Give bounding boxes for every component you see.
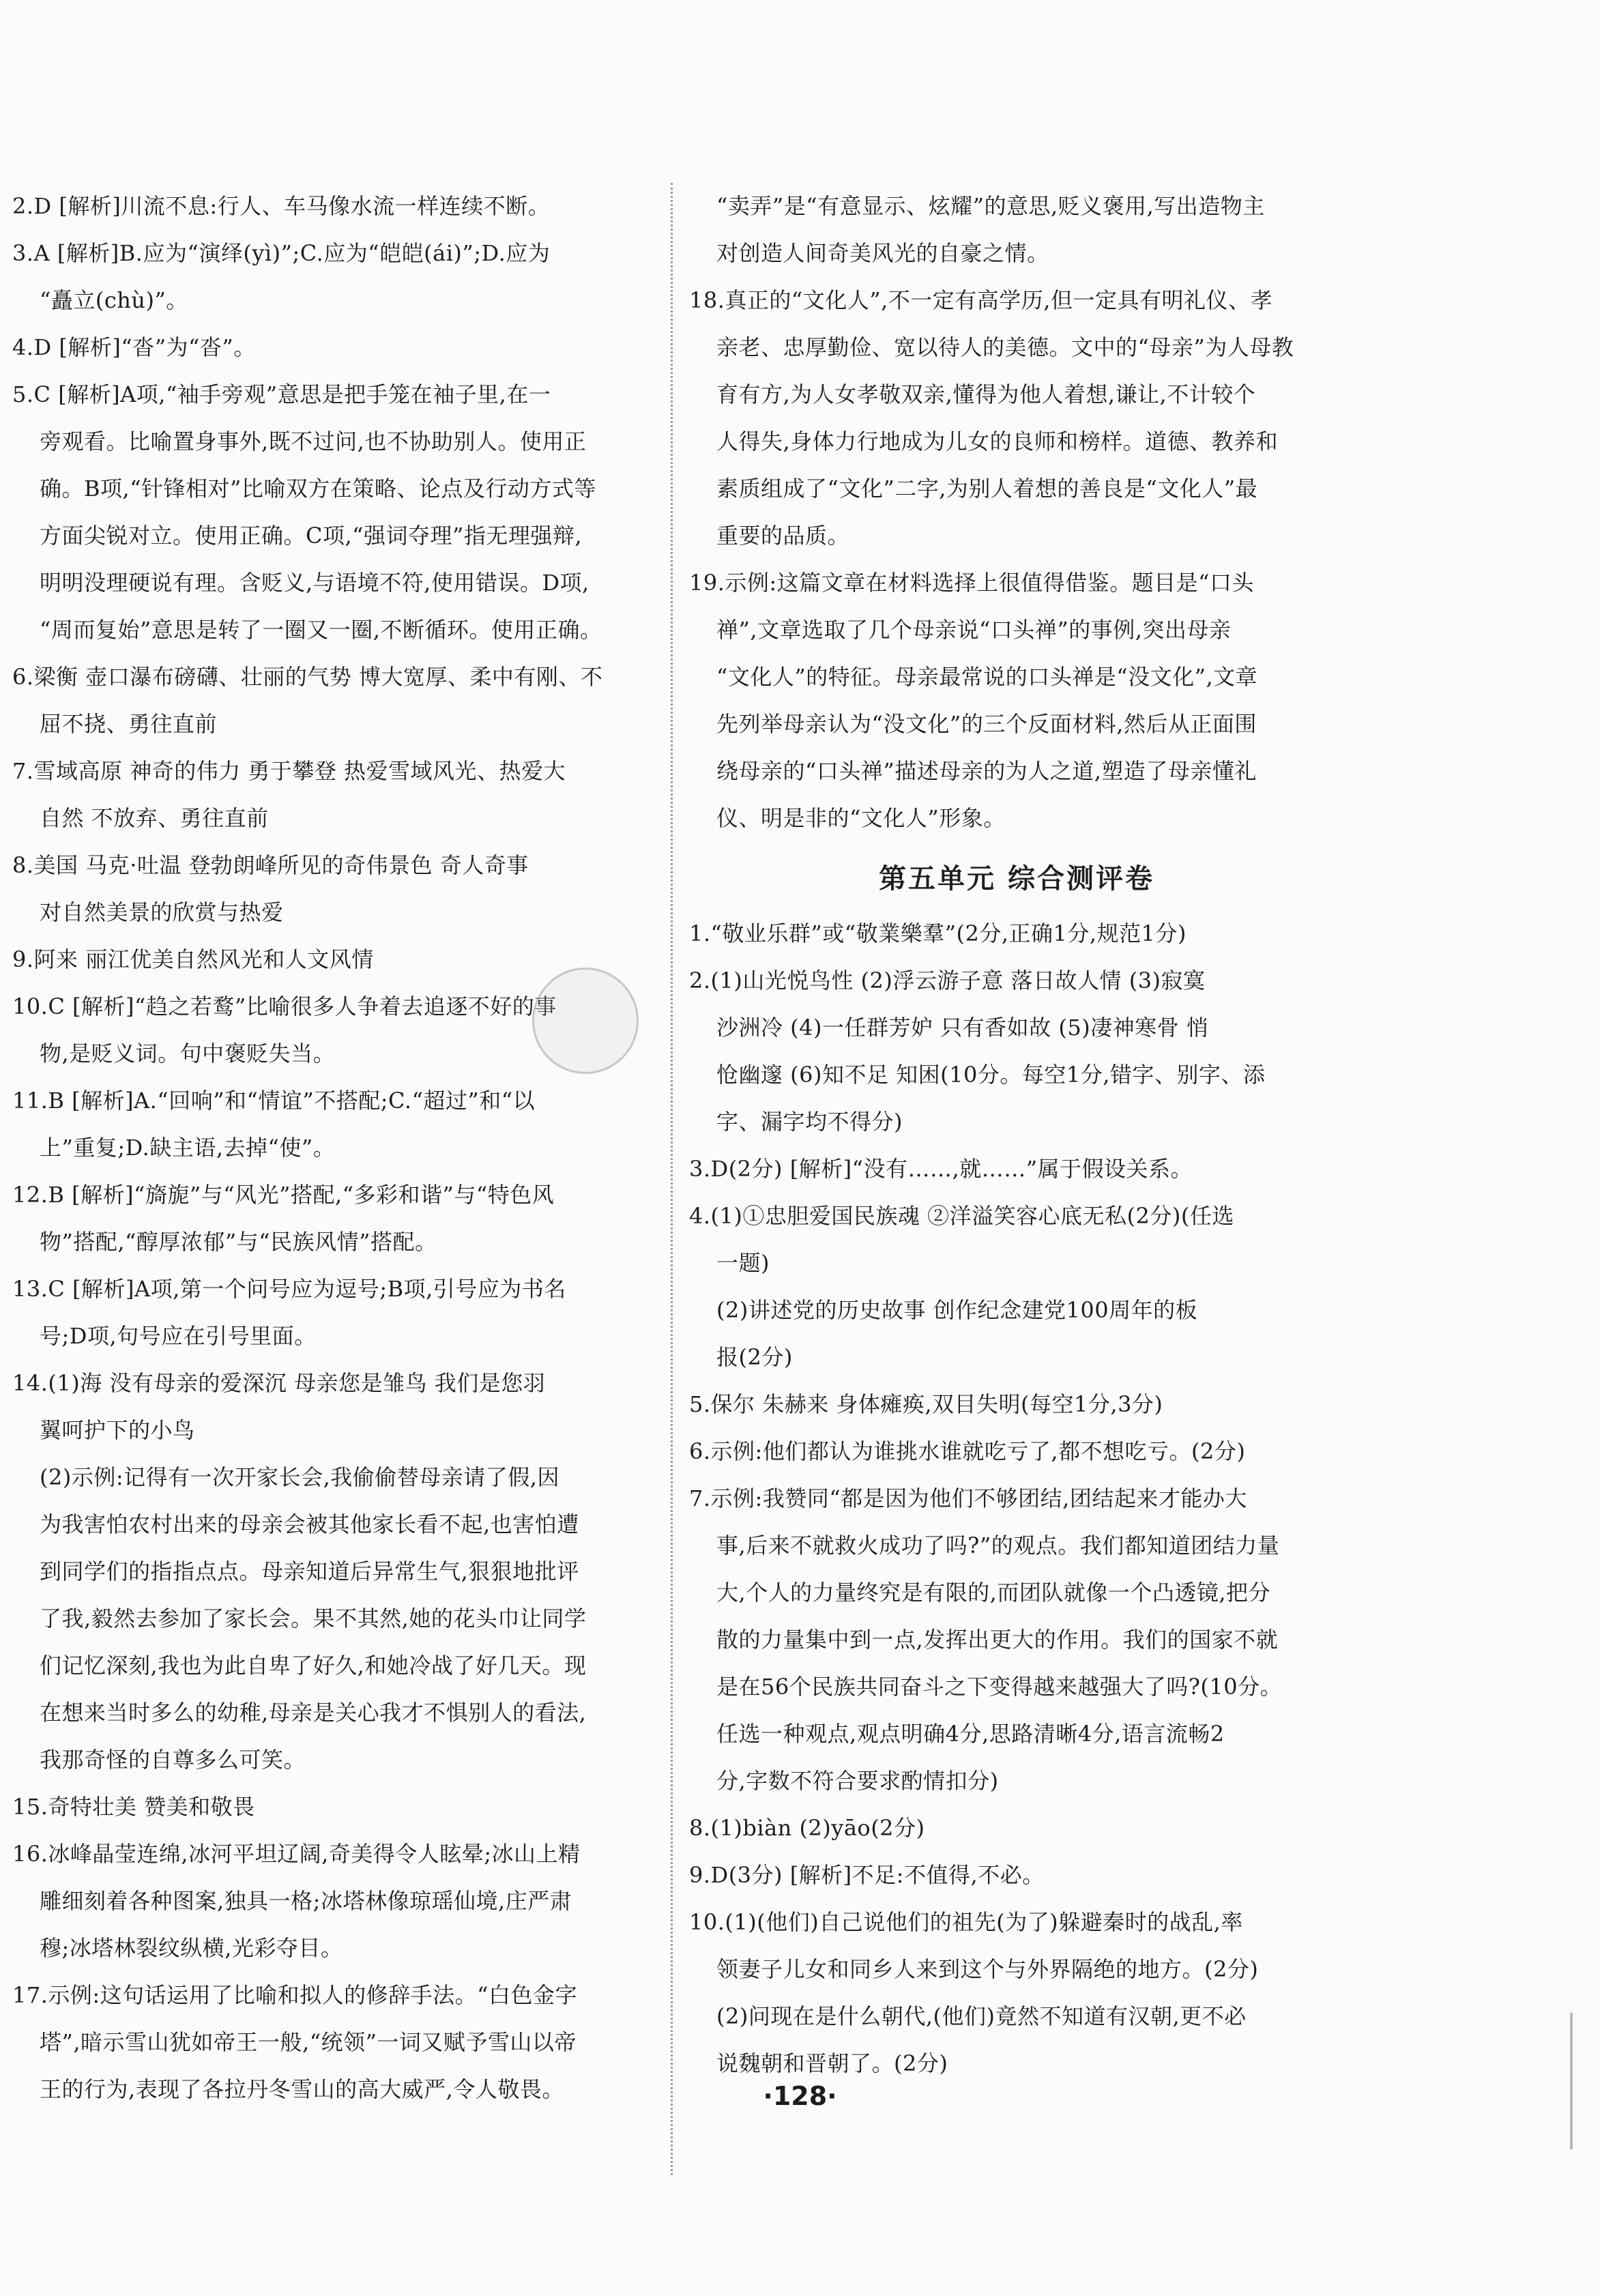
text-line: 人得失,身体力行地成为儿女的良师和榜样。道德、教养和 <box>716 428 1279 454</box>
section-title: 第五单元 综合测评卷 <box>879 863 1154 895</box>
text-line: 号;D项,句号应在引号里面。 <box>40 1323 317 1349</box>
text-line: 素质组成了“文化”二字,为别人着想的善良是“文化人”最 <box>716 476 1258 502</box>
text-line: 8.(1)biàn (2)yāo(2分) <box>689 1815 925 1841</box>
text-line: 亲老、忠厚勤俭、宽以待人的美德。文中的“母亲”为人母教 <box>716 334 1294 360</box>
page-number: ·128· <box>763 2081 837 2111</box>
text-line: 4.D [解析]“沓”为“沓”。 <box>12 334 256 360</box>
text-line: 确。B项,“针锋相对”比喻双方在策略、论点及行动方式等 <box>40 476 596 502</box>
text-line: 育有方,为人女孝敬双亲,懂得为他人着想,谦让,不计较个 <box>716 381 1256 407</box>
text-line: 雕细刻着各种图案,独具一格;冰塔林像琼瑶仙境,庄严肃 <box>40 1888 572 1914</box>
text-line: 对创造人间奇美风光的自豪之情。 <box>716 240 1049 266</box>
text-line: 13.C [解析]A项,第一个问号应为逗号;B项,引号应为书名 <box>12 1276 566 1302</box>
text-line: 方面尖锐对立。使用正确。C项,“强词夺理”指无理强辩, <box>40 523 583 549</box>
text-line: 16.冰峰晶莹连绵,冰河平坦辽阔,奇美得令人眩晕;冰山上精 <box>12 1841 581 1867</box>
text-line: 1.“敬业乐群”或“敬業樂羣”(2分,正确1分,规范1分) <box>689 920 1187 946</box>
text-line: “矗立(chù)”。 <box>40 287 188 313</box>
text-line: 大,个人的力量终究是有限的,而团队就像一个凸透镜,把分 <box>716 1580 1271 1605</box>
text-line: 字、漏字均不得分) <box>716 1109 903 1135</box>
text-line: 们记忆深刻,我也为此自卑了好久,和她冷战了好几天。现 <box>40 1653 587 1679</box>
text-line: 是在56个民族共同奋斗之下变得越来越强大了吗?(10分。 <box>716 1674 1283 1700</box>
text-line: 分,字数不符合要求酌情扣分) <box>716 1768 999 1794</box>
right-column <box>689 183 1344 2087</box>
text-line: 重要的品质。 <box>716 523 850 549</box>
text-line: 4.(1)①忠胆爱国民族魂 ②洋溢笑容心底无私(2分)(任选 <box>689 1203 1234 1229</box>
text-line: 6.梁衡 壶口瀑布磅礴、壮丽的气势 博大宽厚、柔中有刚、不 <box>12 664 603 690</box>
column-divider <box>671 183 673 2175</box>
text-line: 穆;冰塔林裂纹纵横,光彩夺目。 <box>40 1935 343 1961</box>
text-line: 18.真正的“文化人”,不一定有高学历,但一定具有明礼仪、孝 <box>689 287 1272 313</box>
text-line: 6.示例:他们都认为谁挑水谁就吃亏了,都不想吃亏。(2分) <box>689 1438 1246 1464</box>
watermark-stamp-icon <box>532 968 639 1074</box>
text-line: 17.示例:这句话运用了比喻和拟人的修辞手法。“白色金字 <box>12 1982 578 2008</box>
text-line: 5.C [解析]A项,“袖手旁观”意思是把手笼在袖子里,在一 <box>12 381 551 407</box>
text-line: 3.A [解析]B.应为“演绎(yì)”;C.应为“皑皑(ái)”;D.应为 <box>12 240 551 266</box>
text-line: 15.奇特壮美 赞美和敬畏 <box>12 1794 255 1820</box>
right-column-continued-answers <box>689 183 1344 842</box>
text-line: 10.C [解析]“趋之若鹜”比喻很多人争着去追逐不好的事 <box>12 993 557 1019</box>
text-line: 2.D [解析]川流不息:行人、车马像水流一样连续不断。 <box>12 193 551 219</box>
text-line: 任选一种观点,观点明确4分,思路清晰4分,语言流畅2 <box>716 1721 1225 1747</box>
text-line: 王的行为,表现了各拉丹冬雪山的高大威严,令人敬畏。 <box>40 2076 564 2102</box>
text-line: 怆幽邃 (6)知不足 知困(10分。每空1分,错字、别字、添 <box>716 1062 1266 1088</box>
text-line: 了我,毅然去参加了家长会。果不其然,她的花头巾让同学 <box>40 1605 587 1631</box>
text-line: (2)示例:记得有一次开家长会,我偷偷替母亲请了假,因 <box>40 1464 559 1490</box>
text-line: 我那奇怪的自尊多么可笑。 <box>40 1747 306 1773</box>
text-line: 9.阿来 丽江优美自然风光和人文风情 <box>12 946 374 972</box>
scan-edge-mark <box>1570 2013 1573 2149</box>
text-line: 在想来当时多么的幼稚,母亲是关心我才不惧别人的看法, <box>40 1700 587 1726</box>
text-line: 事,后来不就救火成功了吗?”的观点。我们都知道团结力量 <box>716 1532 1280 1558</box>
text-line: (2)问现在是什么朝代,(他们)竟然不知道有汉朝,更不必 <box>716 2003 1247 2029</box>
text-line: 5.保尔 朱赫来 身体瘫痪,双目失明(每空1分,3分) <box>689 1391 1163 1417</box>
text-line: 领妻子儿女和同乡人来到这个与外界隔绝的地方。(2分) <box>716 1956 1259 1982</box>
text-line: 到同学们的指指点点。母亲知道后异常生气,狠狠地批评 <box>40 1558 579 1584</box>
left-column <box>12 183 667 2113</box>
text-line: 屈不挠、勇往直前 <box>40 711 218 737</box>
text-line: 绕母亲的“口头禅”描述母亲的为人之道,塑造了母亲懂礼 <box>716 758 1257 784</box>
text-line: 翼呵护下的小鸟 <box>40 1417 195 1443</box>
text-line: 物,是贬义词。句中褒贬失当。 <box>40 1041 336 1066</box>
unit-five-test-answers <box>689 910 1344 2087</box>
text-line: 塔”,暗示雪山犹如帝王一般,“统领”一词又赋予雪山以帝 <box>40 2029 577 2055</box>
text-line: 7.示例:我赞同“都是因为他们不够团结,团结起来才能办大 <box>689 1485 1247 1511</box>
text-line: 先列举母亲认为“没文化”的三个反面材料,然后从正面围 <box>716 711 1257 737</box>
text-line: 物”搭配,“醇厚浓郁”与“民族风情”搭配。 <box>40 1229 437 1255</box>
text-line: 3.D(2分) [解析]“没有……,就……”属于假设关系。 <box>689 1156 1193 1182</box>
text-line: 对自然美景的欣赏与热爱 <box>40 899 284 925</box>
text-line: 19.示例:这篇文章在材料选择上很值得借鉴。题目是“口头 <box>689 570 1255 596</box>
text-line: “文化人”的特征。母亲最常说的口头禅是“没文化”,文章 <box>716 664 1258 690</box>
text-line: 禅”,文章选取了几个母亲说“口头禅”的事例,突出母亲 <box>716 617 1232 643</box>
text-line: 11.B [解析]A.“回响”和“情谊”不搭配;C.“超过”和“以 <box>12 1088 536 1114</box>
text-line: 12.B [解析]“旖旎”与“风光”搭配,“多彩和谐”与“特色风 <box>12 1182 555 1208</box>
text-line: 为我害怕农村出来的母亲会被其他家长看不起,也害怕遭 <box>40 1511 579 1537</box>
text-line: 7.雪域高原 神奇的伟力 勇于攀登 热爱雪域风光、热爱大 <box>12 758 566 784</box>
text-line: 散的力量集中到一点,发挥出更大的作用。我们的国家不就 <box>716 1627 1279 1653</box>
text-line: 报(2分) <box>716 1344 793 1370</box>
text-line: 旁观看。比喻置身事外,既不过问,也不协助别人。使用正 <box>40 428 587 454</box>
text-line: 自然 不放弃、勇往直前 <box>40 805 269 831</box>
text-line: (2)讲述党的历史故事 创作纪念建党100周年的板 <box>716 1297 1198 1323</box>
text-line: “卖弄”是“有意显示、炫耀”的意思,贬义褒用,写出造物主 <box>716 193 1265 219</box>
text-line: 一题) <box>716 1250 770 1276</box>
text-line: 上”重复;D.缺主语,去掉“使”。 <box>40 1135 336 1161</box>
text-line: 8.美国 马克·吐温 登勃朗峰所见的奇伟景色 奇人奇事 <box>12 852 529 878</box>
text-line: 14.(1)海 没有母亲的爱深沉 母亲您是雏鸟 我们是您羽 <box>12 1370 546 1396</box>
text-line: 仪、明是非的“文化人”形象。 <box>716 805 1006 831</box>
text-line: 2.(1)山光悦鸟性 (2)浮云游子意 落日故人情 (3)寂寞 <box>689 968 1206 993</box>
text-line: “周而复始”意思是转了一圈又一圈,不断循环。使用正确。 <box>40 617 602 643</box>
text-line: 明明没理硬说有理。含贬义,与语境不符,使用错误。D项, <box>40 570 590 596</box>
text-line: 9.D(3分) [解析]不足:不值得,不必。 <box>689 1862 1045 1888</box>
text-line: 10.(1)(他们)自己说他们的祖先(为了)躲避秦时的战乱,率 <box>689 1909 1243 1935</box>
text-line: 沙洲冷 (4)一任群芳妒 只有香如故 (5)凄神寒骨 悄 <box>716 1015 1209 1041</box>
text-line: 说魏朝和晋朝了。(2分) <box>716 2050 948 2076</box>
